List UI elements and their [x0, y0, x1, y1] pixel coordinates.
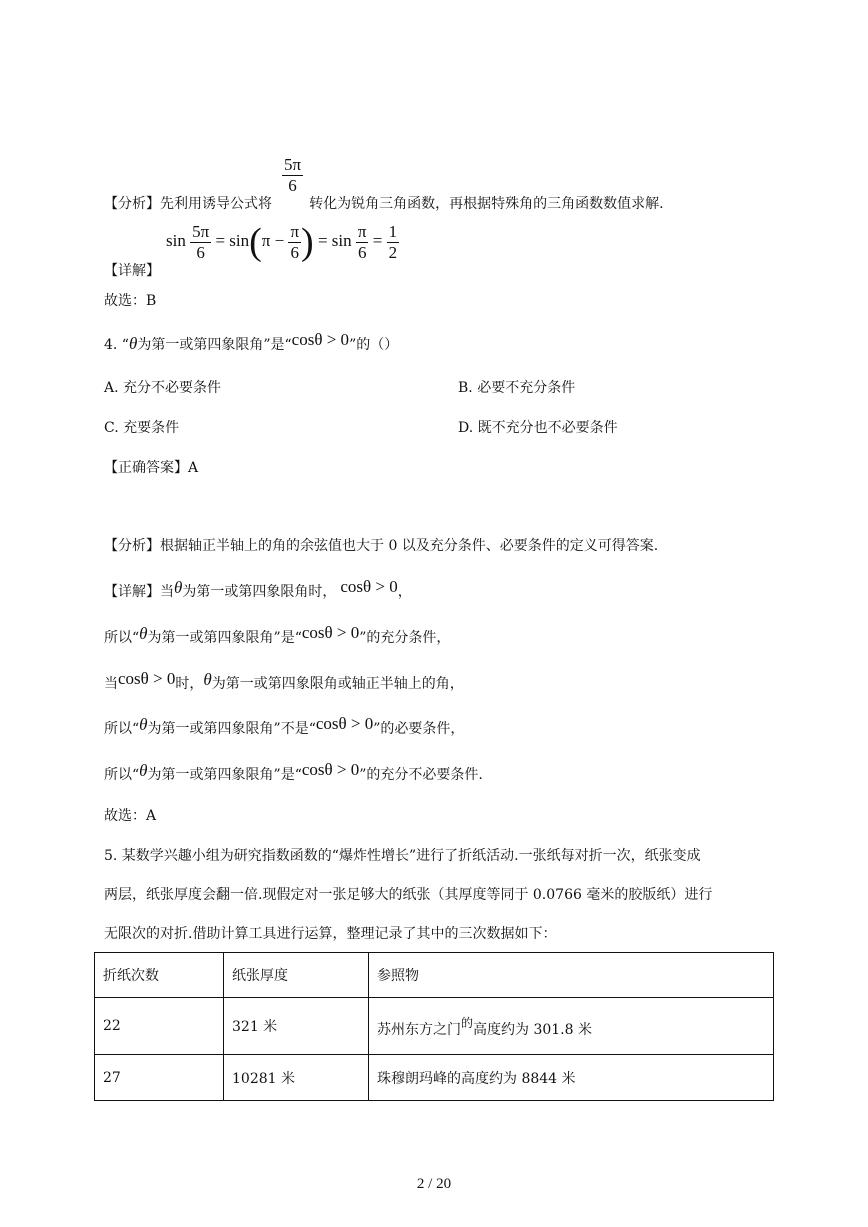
option-d: D. 既不充分也不必要条件 — [458, 420, 618, 436]
question-5-line-2: 两层，纸张厚度会翻一倍.现假定对一张足够大的纸张（其厚度等同于 0.0766 毫米的胶版纸）进行 — [104, 887, 713, 903]
answer-q3: 故选：B — [104, 293, 157, 309]
page-total: 20 — [436, 1176, 452, 1192]
analysis-line-q3 — [104, 155, 664, 213]
detail-line-4-q4: 所以“θ为第一或第四象限角”不是“cosθ > 0”的必要条件， — [104, 714, 465, 737]
analysis-q4: 【分析】根据轴正半轴上的角的余弦值也大于 0 以及充分条件、必要条件的定义可得答案. — [104, 538, 659, 554]
table-cell: 珠穆朗玛峰的高度约为 8844 米 — [369, 1055, 774, 1101]
condition-cos: cosθ > 0 — [291, 330, 350, 349]
table-cell: 321 米 — [224, 998, 369, 1055]
option-a: A. 充分不必要条件 — [104, 380, 222, 396]
analysis-text-before: 先利用诱导公式将 — [160, 196, 272, 213]
table-cell: 27 — [95, 1055, 224, 1101]
page-footer: 2 / 20 — [416, 1176, 452, 1192]
table-cell: 10281 米 — [224, 1055, 369, 1101]
question-5-line-3: 无限次的对折.借助计算工具进行运算，整理记录了其中的三次数据如下： — [104, 926, 557, 942]
detail-equation-q3: sin $\frac{5\pi}{6}$ = sin(π − $\frac{\pi}{6}$ ) = sin $\frac{\pi}{6}$ = $\frac{1}{2}$ — [166, 221, 398, 264]
table-header: 折纸次数 — [95, 953, 224, 998]
detail-line-5-q4: 所以“θ为第一或第四象限角”是“cosθ > 0”的充分不必要条件. — [104, 760, 483, 783]
question-4-stem: 4. “θ为第一或第四象限角”是“cosθ > 0”的（） — [104, 330, 399, 353]
correct-answer-q4: 【正确答案】A — [104, 460, 199, 476]
table-cell: 22 — [95, 998, 224, 1055]
table-header-row — [95, 953, 774, 998]
detail-line-2-q4: 所以“θ为第一或第四象限角”是“cosθ > 0”的充分条件， — [104, 623, 451, 646]
folding-data-table — [94, 952, 774, 1101]
option-b: B. 必要不充分条件 — [458, 380, 576, 396]
table-header: 参照物 — [369, 953, 774, 998]
option-c: C. 充要条件 — [104, 420, 180, 436]
detail-line-3-q4: 当cosθ > 0时，θ为第一或第四象限角或轴正半轴上的角， — [104, 669, 464, 692]
table-row — [95, 1055, 774, 1101]
question-5-line-1: 5. 某数学兴趣小组为研究指数函数的“爆炸性增长”进行了折纸活动.一张纸每对折一次，纸张变成 — [104, 848, 701, 864]
table-row — [95, 998, 774, 1055]
table-cell: 苏州东方之门的高度约为 301.8 米 — [369, 998, 774, 1055]
page-number: 2 — [416, 1176, 425, 1192]
analysis-text-after: 转化为锐角三角函数，再根据特殊角的三角函数数值求解. — [309, 196, 664, 213]
fraction-5pi-6: $\frac{5\pi}{6}$ — [284, 155, 302, 195]
answer-q4: 故选：A — [104, 808, 157, 824]
detail-line-1-q4: 【详解】当θ为第一或第四象限角时， cosθ > 0， — [104, 577, 412, 600]
detail-label-q3: 【详解】 — [104, 263, 160, 279]
analysis-label: 【分析】 — [104, 196, 160, 213]
table-header: 纸张厚度 — [224, 953, 369, 998]
